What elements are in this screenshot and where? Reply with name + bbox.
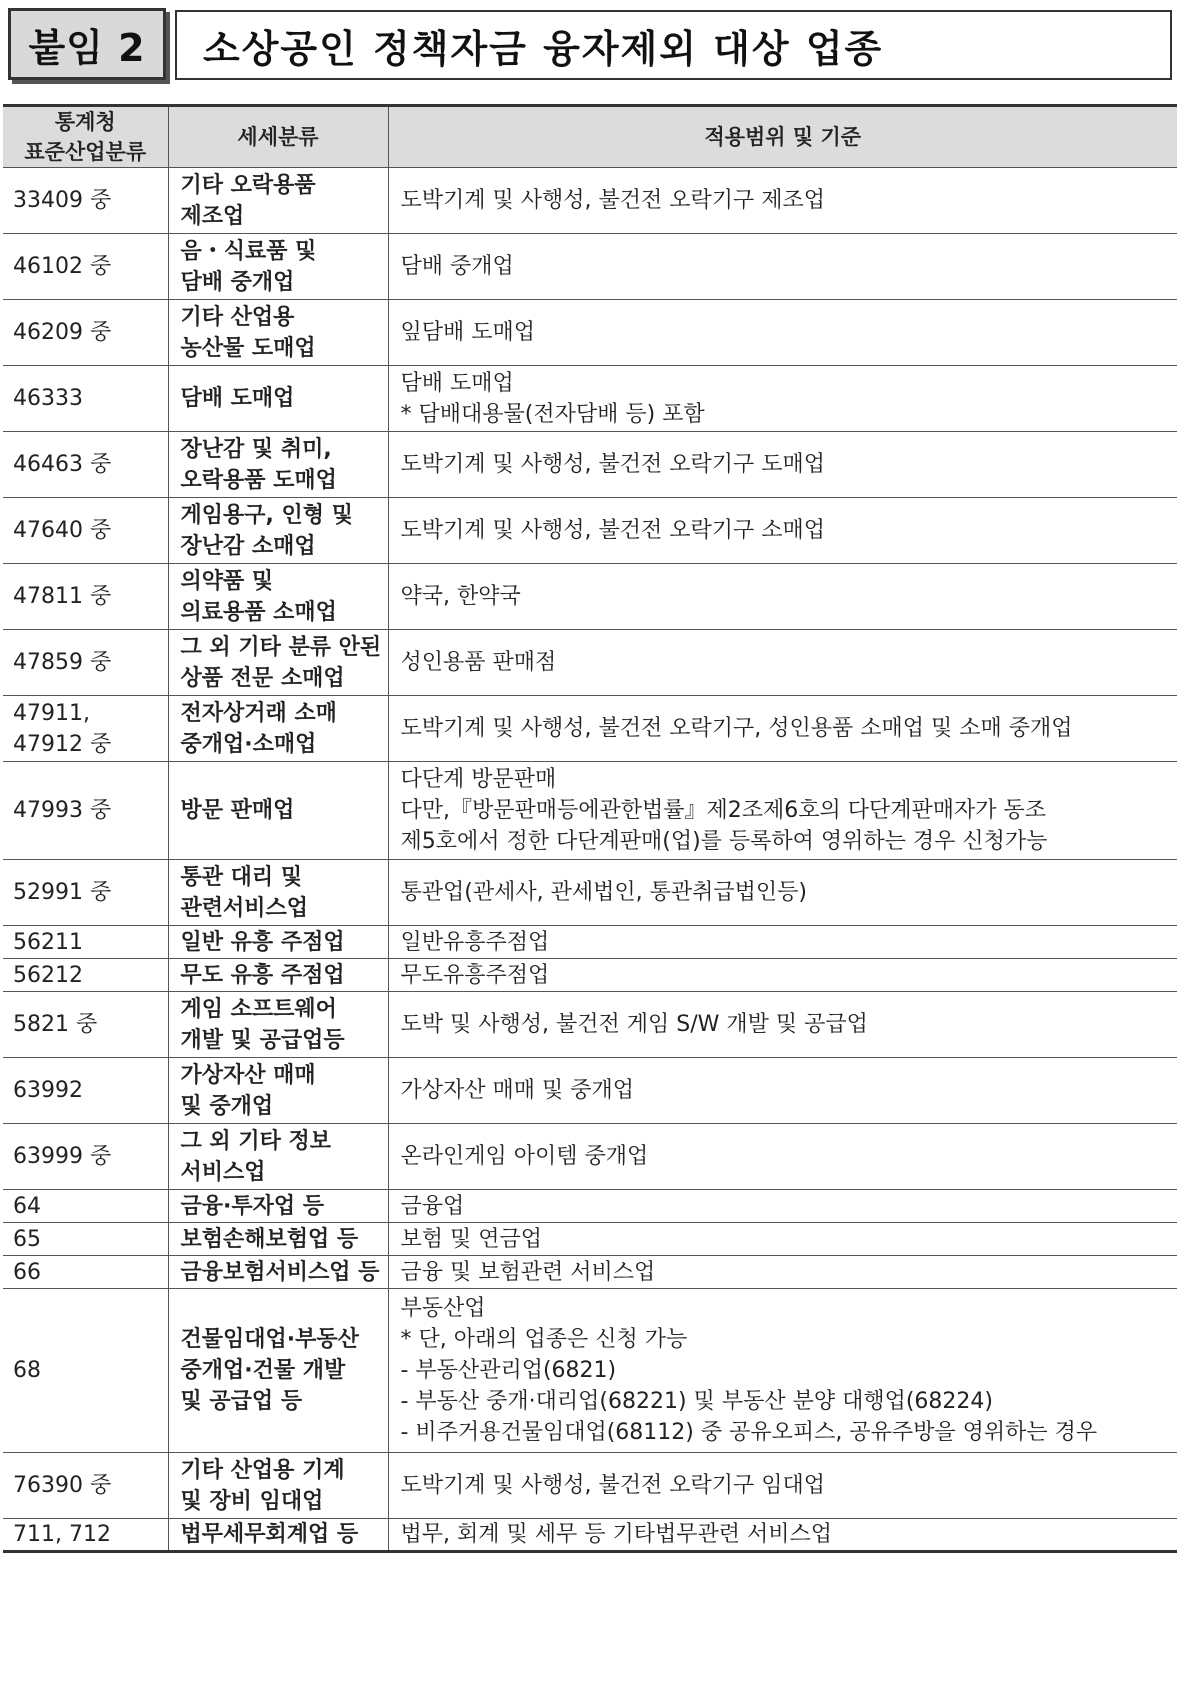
industry-code: 64 [3,1190,168,1223]
scope-line: 담배 중개업 [400,254,514,279]
scope-criteria [388,1223,1177,1256]
scope-line: 도박 및 사행성, 불건전 게임 S/W 개발 및 공급업 [400,1012,868,1037]
industry-code: 52991 중 [3,860,168,926]
column-header-category: 세세분류 [168,106,388,168]
scope-line: 도박기계 및 사행성, 불건전 오락기구 임대업 [400,1473,825,1498]
industry-category: 전자상거래 소매 중개업·소매업 [168,696,388,762]
scope-criteria [388,959,1177,992]
industry-code: 47993 중 [3,762,168,860]
title-bar [8,8,1172,80]
scope-criteria [388,992,1177,1058]
scope-criteria [388,860,1177,926]
scope-line: 보험 및 연금업 [400,1226,542,1252]
scope-criteria [388,432,1177,498]
table-row [3,564,1177,630]
industry-code: 76390 중 [3,1453,168,1519]
scope-line: 잎담배 도매업 [400,320,536,345]
table-row [3,168,1177,234]
scope-line: 성인용품 판매점 [400,650,557,675]
scope-line: - 부동산 중개·대리업(68221) 및 부동산 분양 대행업(68224) [400,1389,993,1414]
industry-category: 담배 도매업 [168,366,388,432]
industry-code: 56212 [3,959,168,992]
table-row [3,432,1177,498]
scope-line: 다단계 방문판매 [400,767,557,792]
table-row [3,1453,1177,1519]
industry-category: 건물임대업·부동산 중개업·건물 개발 및 공급업 등 [168,1289,388,1453]
industry-category: 금융·투자업 등 [168,1190,388,1223]
table-row [3,1190,1177,1223]
industry-category: 그 외 기타 정보 서비스업 [168,1124,388,1190]
scope-criteria [388,696,1177,762]
scope-line: 온라인게임 아이템 중개업 [400,1144,649,1169]
industry-code: 47859 중 [3,630,168,696]
table-row [3,1289,1177,1453]
industry-code: 65 [3,1223,168,1256]
scope-line: * 담배대용물(전자담배 등) 포함 [400,401,705,427]
scope-criteria [388,168,1177,234]
industry-code: 5821 중 [3,992,168,1058]
scope-criteria [388,926,1177,959]
table-row [3,366,1177,432]
scope-line: 약국, 한약국 [400,584,521,609]
attachment-badge: 붙임 2 [8,8,166,80]
scope-line: - 부동산관리업(6821) [400,1358,617,1383]
industry-category: 장난감 및 취미, 오락용품 도매업 [168,432,388,498]
table-row [3,992,1177,1058]
industry-category: 게임용구, 인형 및 장난감 소매업 [168,498,388,564]
industry-code: 46463 중 [3,432,168,498]
scope-line: 금융 및 보험관련 서비스업 [400,1259,656,1285]
scope-line: - 비주거용건물임대업(68112) 중 공유오피스, 공유주방을 영위하는 경우 [400,1420,1098,1445]
column-header-code: 통계청 표준산업분류 [3,106,168,168]
table-row [3,762,1177,860]
industry-code: 46209 중 [3,300,168,366]
scope-criteria [388,564,1177,630]
scope-line: 무도유흥주점업 [400,962,550,988]
table-header-row [3,106,1177,168]
scope-line: 도박기계 및 사행성, 불건전 오락기구, 성인용품 소매업 및 소매 중개업 [400,716,1073,741]
industry-category: 기타 산업용 기계 및 장비 임대업 [168,1453,388,1519]
industry-category: 금융보험서비스업 등 [168,1256,388,1289]
industry-code: 47911, 47912 중 [3,696,168,762]
table-row [3,959,1177,992]
scope-line: 부동산업 [400,1296,486,1321]
table-row [3,1223,1177,1256]
scope-line: 도박기계 및 사행성, 불건전 오락기구 제조업 [400,188,825,213]
industry-category: 일반 유흥 주점업 [168,926,388,959]
scope-line: 제5호에서 정한 다단계판매(업)를 등록하여 영위하는 경우 신청가능 [400,829,1048,854]
page-title: 소상공인 정책자금 융자제외 대상 업종 [175,10,1172,80]
scope-criteria [388,1058,1177,1124]
table-row [3,860,1177,926]
industry-category: 기타 오락용품 제조업 [168,168,388,234]
table-row [3,696,1177,762]
scope-line: 도박기계 및 사행성, 불건전 오락기구 소매업 [400,518,825,543]
industry-category: 가상자산 매매 및 중개업 [168,1058,388,1124]
scope-line: 가상자산 매매 및 중개업 [400,1078,635,1103]
industry-category: 게임 소프트웨어 개발 및 공급업등 [168,992,388,1058]
scope-criteria [388,300,1177,366]
industry-code: 56211 [3,926,168,959]
table-row [3,234,1177,300]
industry-category: 기타 산업용 농산물 도매업 [168,300,388,366]
scope-line: 담배 도매업 [400,370,514,396]
scope-criteria [388,630,1177,696]
industry-code: 63999 중 [3,1124,168,1190]
industry-category: 보험손해보험업 등 [168,1223,388,1256]
scope-line: 통관업(관세사, 관세법인, 통관취급법인등) [400,880,807,905]
industry-category: 무도 유흥 주점업 [168,959,388,992]
industry-code: 63992 [3,1058,168,1124]
column-header-scope: 적용범위 및 기준 [388,106,1177,168]
scope-criteria [388,762,1177,860]
industry-code: 46333 [3,366,168,432]
table-row [3,1058,1177,1124]
scope-line: 금융업 [400,1193,465,1219]
industry-category: 그 외 기타 분류 안된 상품 전문 소매업 [168,630,388,696]
scope-criteria [388,1124,1177,1190]
scope-criteria [388,1453,1177,1519]
table-row [3,1124,1177,1190]
exclusion-table [3,104,1177,1553]
industry-category: 음・식료품 및 담배 중개업 [168,234,388,300]
scope-criteria [388,1519,1177,1552]
scope-line: * 단, 아래의 업종은 신청 가능 [400,1327,688,1352]
table-row [3,1256,1177,1289]
industry-code: 711, 712 [3,1519,168,1552]
scope-line: 법무, 회계 및 세무 등 기타법무관련 서비스업 [400,1522,832,1547]
industry-code: 66 [3,1256,168,1289]
industry-code: 46102 중 [3,234,168,300]
scope-criteria [388,1289,1177,1453]
table-row [3,1519,1177,1552]
scope-line: 일반유흥주점업 [400,929,550,955]
table-body [3,168,1177,1552]
industry-code: 47811 중 [3,564,168,630]
scope-line: 다만,『방문판매등에관한법률』제2조제6호의 다단계판매자가 동조 [400,798,1047,823]
industry-category: 의약품 및 의료용품 소매업 [168,564,388,630]
industry-code: 33409 중 [3,168,168,234]
scope-criteria [388,498,1177,564]
table-row [3,498,1177,564]
industry-category: 방문 판매업 [168,762,388,860]
industry-category: 법무세무회계업 등 [168,1519,388,1552]
scope-line: 도박기계 및 사행성, 불건전 오락기구 도매업 [400,452,825,477]
table-row [3,300,1177,366]
scope-criteria [388,366,1177,432]
scope-criteria [388,234,1177,300]
industry-code: 47640 중 [3,498,168,564]
table-row [3,630,1177,696]
industry-code: 68 [3,1289,168,1453]
industry-category: 통관 대리 및 관련서비스업 [168,860,388,926]
scope-criteria [388,1190,1177,1223]
table-row [3,926,1177,959]
scope-criteria [388,1256,1177,1289]
